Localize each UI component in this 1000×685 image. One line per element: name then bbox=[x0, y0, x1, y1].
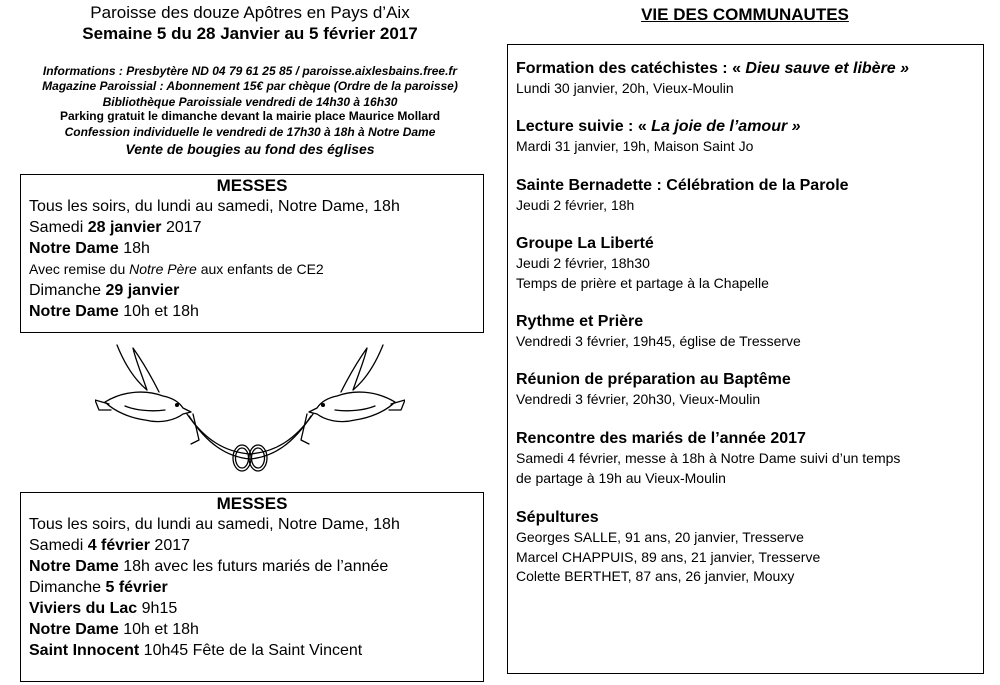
masses-line: Notre Dame 10h et 18h bbox=[29, 303, 199, 320]
section-married: Rencontre des mariés de l’année 2017 Samedi 4 février, messe à 18h à Notre Dame suivi d’un temps de partage à 19h au Vieux-Moulin bbox=[516, 430, 901, 486]
section-catechists: Formation des catéchistes : « Dieu sauve et libère » Lundi 30 janvier, 20h, Vieux-Moulin bbox=[516, 60, 910, 96]
doves-rings-illustration bbox=[95, 340, 405, 485]
masses-line: Saint Innocent 10h45 Fête de la Saint Vincent bbox=[29, 642, 363, 659]
masses-line: Samedi 28 janvier 2017 bbox=[29, 219, 202, 236]
masses-line: Notre Dame 18h bbox=[29, 240, 150, 257]
masses-line: Notre Dame 10h et 18h bbox=[29, 621, 199, 638]
masses-line: Notre Dame 18h avec les futurs mariés de l’année bbox=[29, 558, 389, 575]
parish-title: Paroisse des douze Apôtres en Pays d’Aix bbox=[90, 3, 410, 22]
masses-line: Dimanche 5 février bbox=[29, 579, 168, 596]
section-bernadette: Sainte Bernadette : Célébration de la Parole Jeudi 2 février, 18h bbox=[516, 177, 849, 213]
communities-title: VIE DES COMMUNAUTES bbox=[641, 5, 849, 24]
masses-line: Tous les soirs, du lundi au samedi, Notre Dame, 18h bbox=[29, 516, 400, 533]
masses-title: MESSES bbox=[216, 494, 288, 513]
section-reading: Lecture suivie : « La joie de l’amour » Mardi 31 janvier, 19h, Maison Saint Jo bbox=[516, 118, 801, 154]
masses-line: Dimanche 29 janvier bbox=[29, 282, 180, 299]
week-title: Semaine 5 du 28 Janvier au 5 février 2017 bbox=[82, 24, 418, 43]
info-candles: Vente de bougies au fond des églises bbox=[125, 141, 375, 157]
masses-line: Avec remise du Notre Père aux enfants de CE2 bbox=[29, 261, 324, 277]
info-library: Bibliothèque Paroissiale vendredi de 14h30 à 16h30 bbox=[102, 95, 398, 109]
info-presbytery: Informations : Presbytère ND 04 79 61 25 85 / paroisse.aixlesbains.free.fr bbox=[42, 64, 458, 78]
communities-box bbox=[507, 44, 984, 674]
section-rythme: Rythme et Prière Vendredi 3 février, 19h45, église de Tresserve bbox=[516, 313, 801, 349]
info-parking: Parking gratuit le dimanche devant la mairie place Maurice Mollard bbox=[59, 109, 441, 123]
masses-line: Viviers du Lac 9h15 bbox=[29, 600, 178, 617]
masses-line: Samedi 4 février 2017 bbox=[29, 537, 191, 554]
section-funerals: Sépultures Georges SALLE, 91 ans, 20 janvier, Tresserve Marcel CHAPPUIS, 89 ans, 21 janvier, Tresserve Colette BERTHET, 87 ans, 26 janvier, Mouxy bbox=[516, 509, 821, 584]
section-liberte: Groupe La Liberté Jeudi 2 février, 18h30 Temps de prière et partage à la Chapelle bbox=[516, 235, 769, 291]
masses-line: Tous les soirs, du lundi au samedi, Notre Dame, 18h bbox=[29, 198, 400, 215]
info-confession: Confession individuelle le vendredi de 17h30 à 18h à Notre Dame bbox=[64, 125, 436, 139]
masses-box-week5 bbox=[20, 174, 484, 333]
masses-box-week6 bbox=[20, 492, 484, 682]
section-baptism: Réunion de préparation au Baptême Vendredi 3 février, 20h30, Vieux-Moulin bbox=[516, 371, 791, 407]
masses-title: MESSES bbox=[216, 176, 288, 195]
info-magazine: Magazine Paroissial : Abonnement 15€ par chèque (Ordre de la paroisse) bbox=[42, 79, 458, 93]
